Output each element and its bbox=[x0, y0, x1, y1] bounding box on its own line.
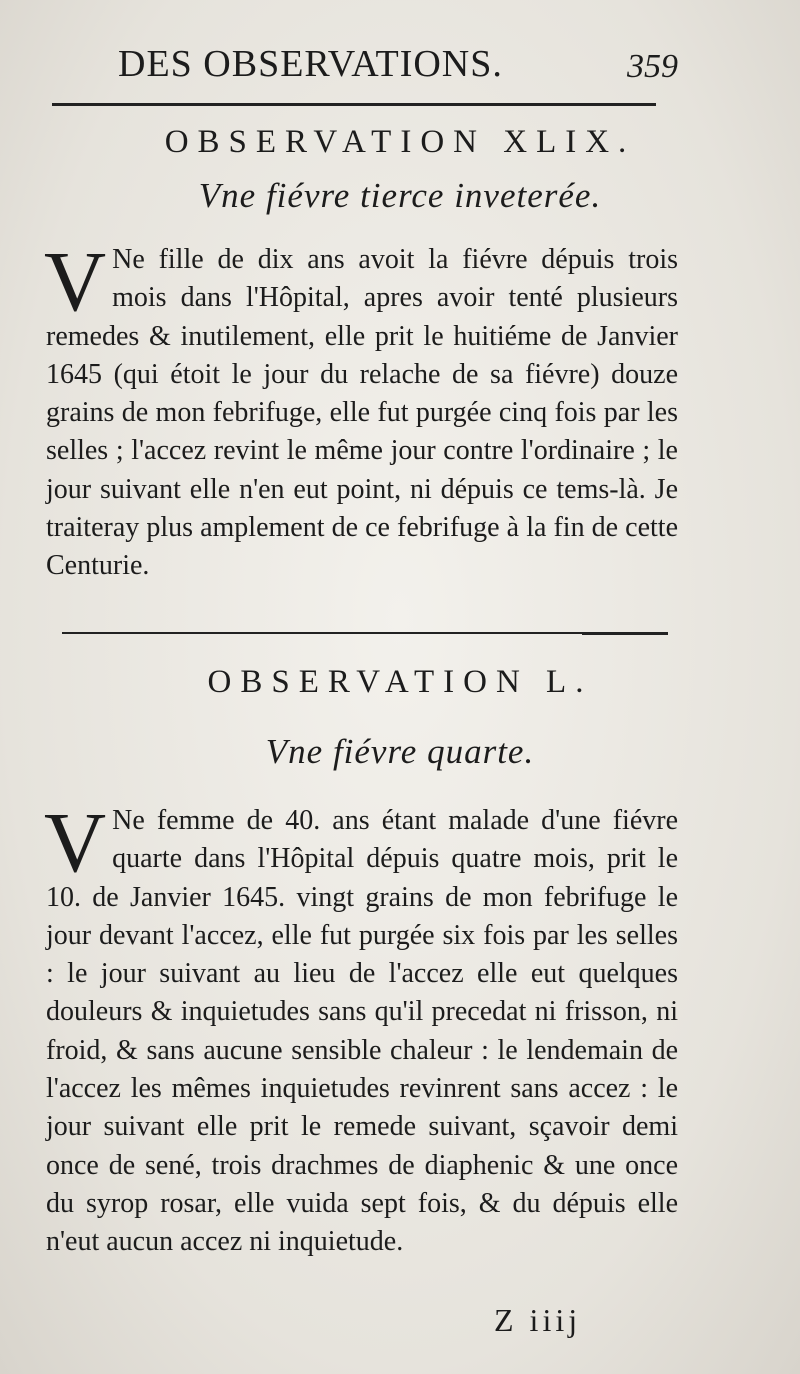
header-rule bbox=[52, 103, 656, 109]
observation-49-heading: OBSERVATION XLIX. bbox=[164, 124, 636, 160]
observation-50-text: Ne femme de 40. ans étant malade d'une fiévre quarte dans l'Hôpital dépuis quatre mois, prit le 10. de Janvier 1645. vingt grains de mon febrifuge le jour devant l'accez, elle fut purgée six fois par les selles : le jour suivant au lieu de l'accez elle eut quelques douleurs & inquietudes sans qu'il precedat ni frisson, ni froid, & sans aucune sensible chaleur : le lendemain de l'accez les mêmes inquietudes revinrent sans accez : le jour suivant elle prit le remede suivant, sçavoir demi once de sené, trois drachmes de diaphenic & une once du syrop rosar, elle vuida sept fois, & du dépuis elle n'eut aucun accez ni inquietude. bbox=[46, 805, 678, 1258]
drop-cap: V bbox=[44, 794, 107, 890]
running-head-title: DES OBSERVATIONS. bbox=[118, 43, 503, 85]
observation-50-body bbox=[44, 794, 678, 1262]
signature-mark: Z iiij bbox=[494, 1302, 582, 1338]
observation-49-body bbox=[44, 233, 678, 586]
observation-50-heading: OBSERVATION L. bbox=[207, 664, 593, 700]
observation-49-subtitle: Vne fiévre tierce inveterée. bbox=[198, 176, 602, 215]
drop-cap: V bbox=[44, 233, 107, 329]
observation-49-text: Ne fille de dix ans avoit la fiévre dépuis trois mois dans l'Hôpital, apres avoir tenté plusieurs remedes & inutilement, elle prit le huitiéme de Janvier 1645 (qui étoit le jour du relache de sa fiévre) douze grains de mon febrifuge, elle fut purgée cinq fois par les selles ; l'accez revint le même jour contre l'ordinaire ; le jour suivant elle n'en eut point, ni dépuis ce tems-là. Je traiteray plus amplement de ce febrifuge à la fin de cette Centurie. bbox=[46, 244, 678, 582]
section-rule bbox=[62, 632, 668, 634]
observation-50-subtitle: Vne fiévre quarte. bbox=[265, 732, 535, 771]
running-head bbox=[118, 42, 678, 90]
page-number: 359 bbox=[627, 48, 678, 85]
